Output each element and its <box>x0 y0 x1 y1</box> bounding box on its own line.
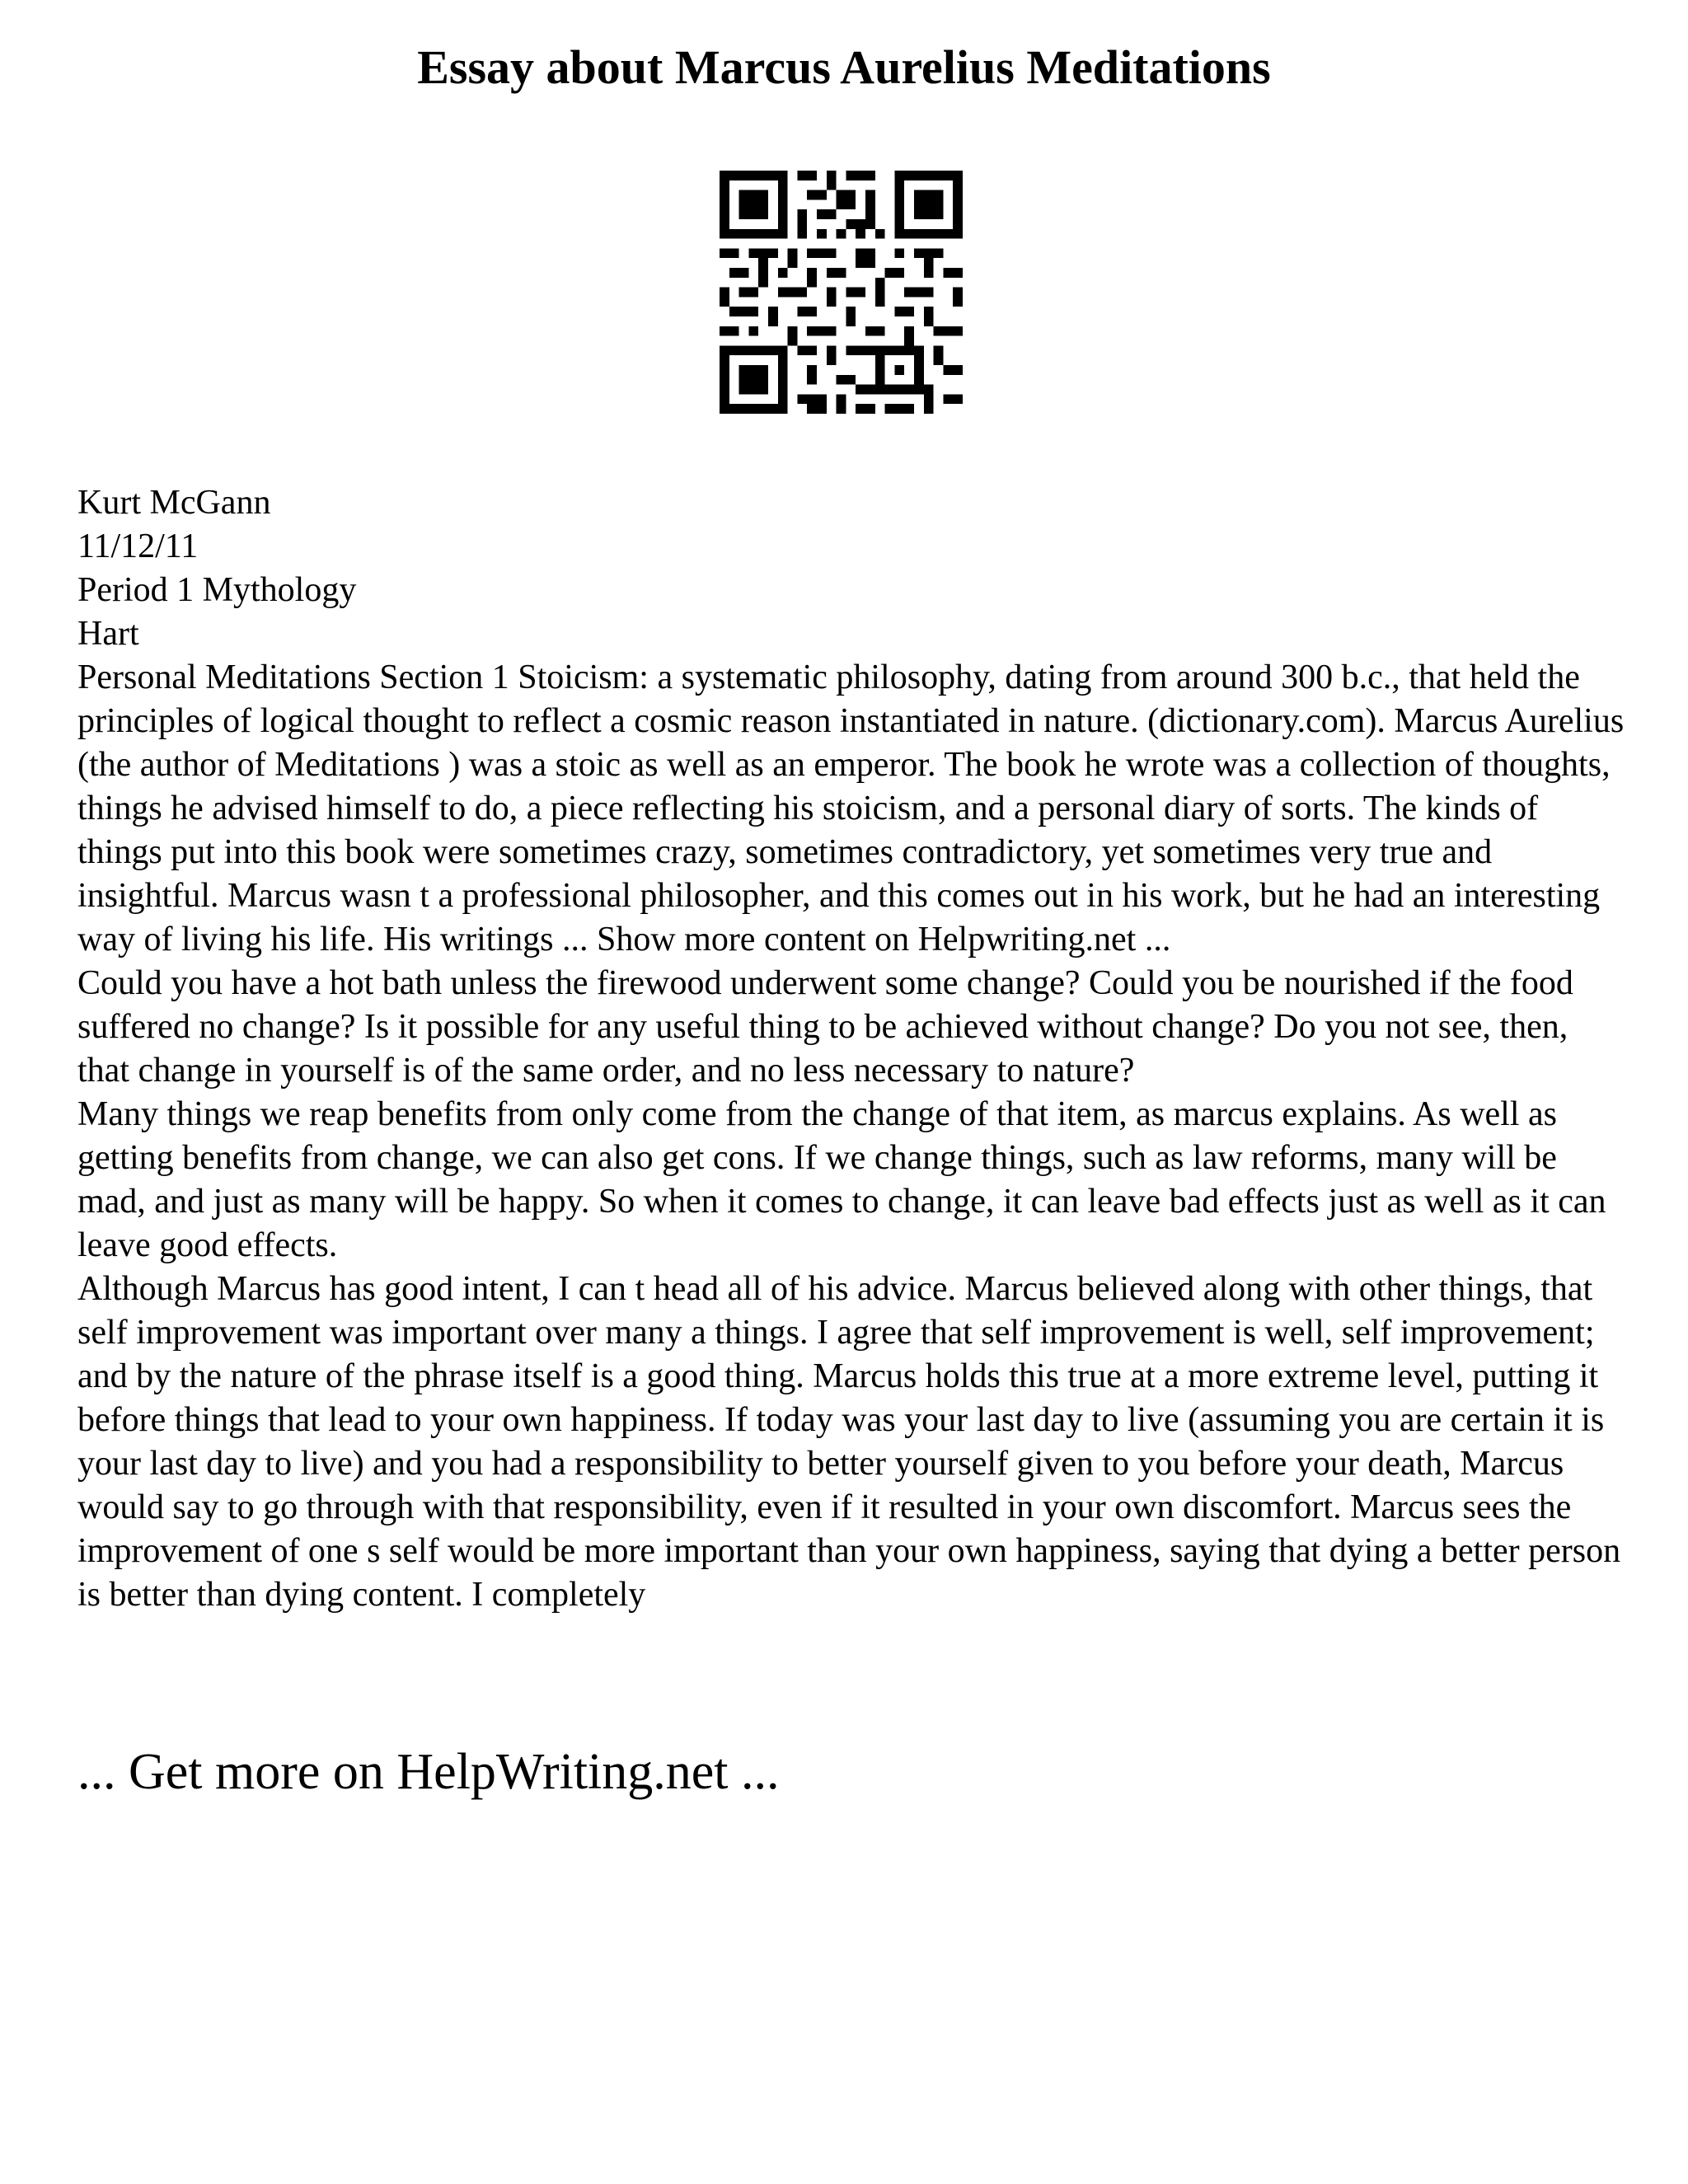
paragraph: Personal Meditations Section 1 Stoicism: a systematic philosophy, dating from around 300 b.c., that held the principles of logical thought to reflect a cosmic reason instantiated in nature. (dictionary.com). Marcus Aurelius (the author of Meditations ) was a stoic as well as an emperor. The book he wrote was a collection of thoughts, things he advised himself to do, a piece reflecting his stoicism, and a personal diary of sorts. The kinds of things put into this book were sometimes crazy, sometimes contradictory, yet sometimes very true and insightful. Marcus wasn t a professional philosopher, and this comes out in his work, but he had an interesting way of living his life. His writings ... Show more content on Helpwriting.net ... <box>77 658 1625 958</box>
essay-body <box>77 656 1627 1617</box>
paragraph: Could you have a hot bath unless the firewood underwent some change? Could you be nourished if the food suffered no change? Is it possible for any useful thing to be achieved without change? Do you not see, then, that change in yourself is of the same order, and no less necessary to nature? <box>77 964 1573 1090</box>
paragraph: Although Marcus has good intent, I can t head all of his advice. Marcus believed along with other things, that self improvement was important over many a things. I agree that self improvement is well, self improvement; and by the nature of the phrase itself is a good thing. Marcus holds this true at a more extreme level, putting it before things that lead to your own happiness. If today was your last day to live (assuming you are certain it is your last day to live) and you had a responsibility to better yourself given to you before your death, Marcus would say to go through with that responsibility, even if it resulted in your own discomfort. Marcus sees the improvement of one s self would be more important than your own happiness, saying that dying a better person is better than dying content. I completely <box>77 1270 1621 1614</box>
author-name: Kurt McGann <box>77 484 271 522</box>
document-title: Essay about Marcus Aurelius Meditations <box>417 40 1271 94</box>
teacher-name: Hart <box>77 615 139 653</box>
essay-date: 11/12/11 <box>77 527 199 565</box>
qr-code <box>720 171 963 414</box>
class-period: Period 1 Mythology <box>77 571 357 609</box>
paragraph: Many things we reap benefits from only come from the change of that item, as marcus explains. As well as getting benefits from change, we can also get cons. If we change things, such as law reforms, many will be mad, and just as many will be happy. So when it comes to change, it can leave bad effects just as well as it can leave good effects. <box>77 1095 1606 1264</box>
author-block <box>77 481 1627 656</box>
get-more-link[interactable]: ... Get more on HelpWriting.net ... <box>77 1744 780 1800</box>
